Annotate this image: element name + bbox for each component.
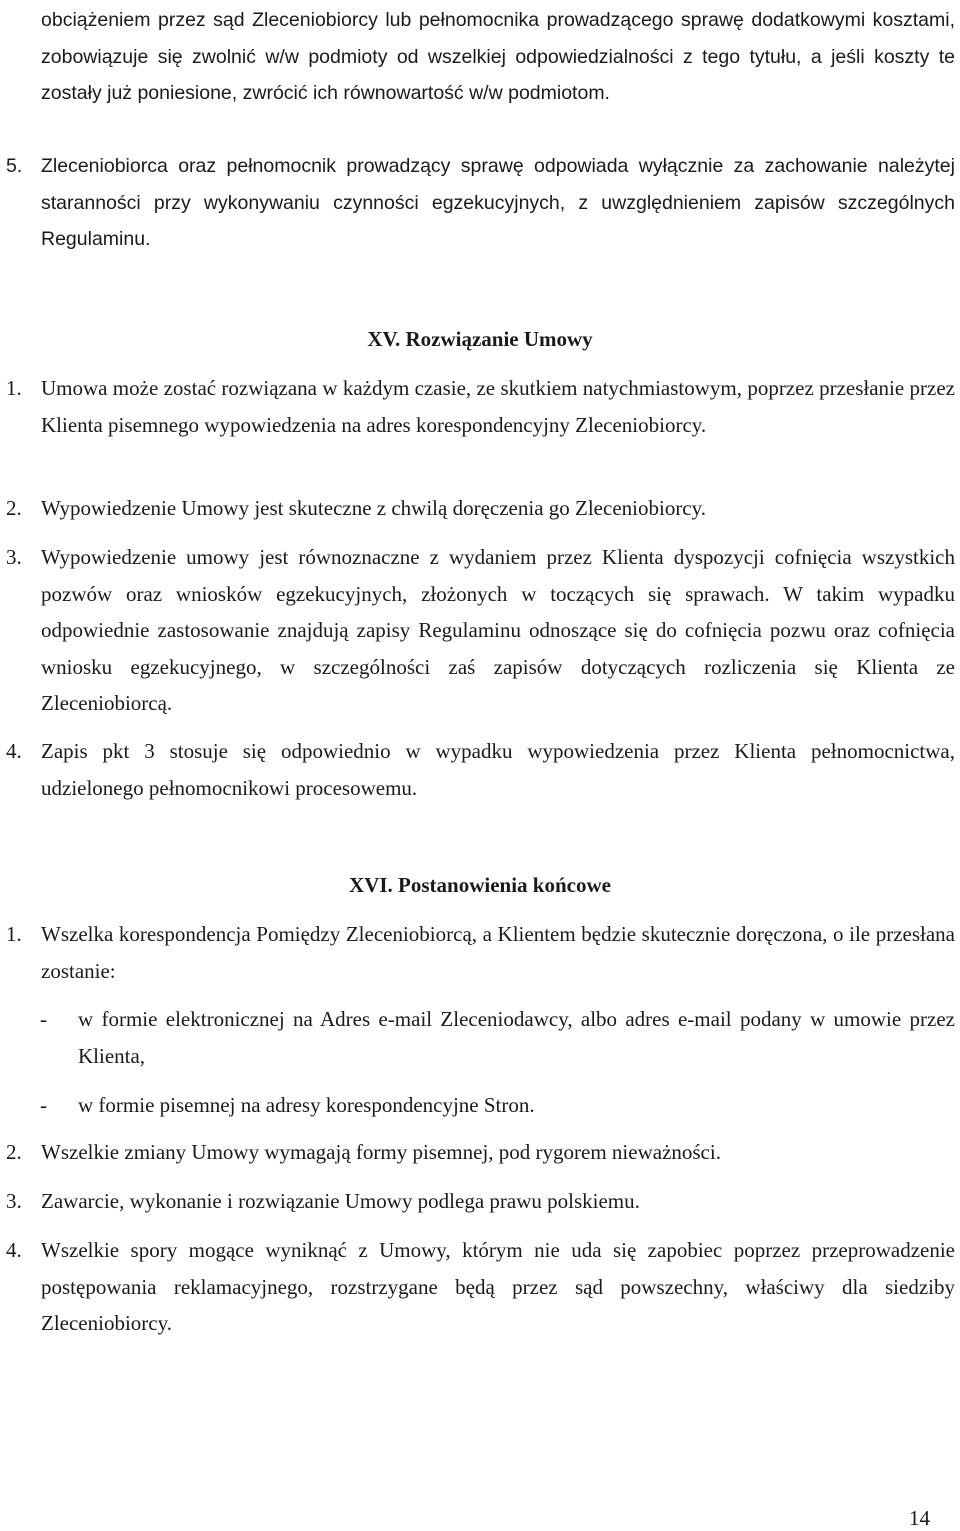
bullet-text: w formie pisemnej na adresy korespondencyjne Stron. [78,1093,535,1117]
page-number: 14 [909,1506,930,1530]
list-number: 1. [6,922,22,946]
xv-item-2 [6,490,955,527]
xv-item-3 [6,539,955,722]
list-number: 4. [6,1238,22,1262]
dash-marker: - [40,1093,47,1117]
list-item-text: Wypowiedzenie umowy jest równoznaczne z wydaniem przez Klienta dyspozycji cofnięcia wszystkich pozwów oraz wniosków egzekucyjnych, złożonych w toczących się sprawach. W takim wypadku odpowiednie zastosowanie znajdują zapisy Regulaminu odnoszące się do cofnięcia pozwu oraz cofnięcia wniosku egzekucyjnego, w szczególności zaś zapisów dotyczących rozliczenia się Klienta ze Zleceniobiorcą. [41,545,955,715]
list-item-text: Zleceniobiorca oraz pełnomocnik prowadzący sprawę odpowiada wyłącznie za zachowanie należytej staranności przy wykonywaniu czynności egzekucyjnych, z uwzględnieniem zapisów szczególnych Regulaminu. [41,155,955,250]
list-item-text: Zawarcie, wykonanie i rozwiązanie Umowy podlega prawu polskiemu. [41,1189,640,1213]
dash-marker: - [40,1007,47,1031]
list-item-text: Wszelka korespondencja Pomiędzy Zleceniobiorcą, a Klientem będzie skutecznie doręczona, o ile przesłana zostanie: [41,922,955,983]
intro-paragraph [41,2,955,112]
list-item-text: Zapis pkt 3 stosuje się odpowiednio w wypadku wypowiedzenia przez Klienta pełnomocnictwa, udzielonego pełnomocnikowi procesowemu. [41,739,955,800]
list-number: 3. [6,1189,22,1213]
list-number: 1. [6,376,22,400]
list-number: 4. [6,739,22,763]
list-number: 2. [6,1140,22,1164]
xvi-item-4 [6,1232,955,1342]
xvi-bullet-1 [40,1001,955,1074]
xv-item-1 [6,370,955,443]
section-heading-xvi: XVI. Postanowienia końcowe [349,873,611,897]
xvi-item-2 [6,1134,955,1171]
list-number: 5. [6,155,23,177]
list-item-text: Wszelkie spory mogące wyniknąć z Umowy, którym nie uda się zapobiec poprzez przeprowadzenie postępowania reklamacyjnego, rozstrzygane będą przez sąd powszechny, właściwy dla siedziby Zleceniobiorcy. [41,1238,955,1335]
xv-item-4 [6,733,955,806]
list-item-text: Wypowiedzenie Umowy jest skuteczne z chwilą doręczenia go Zleceniobiorcy. [41,496,707,520]
list-item-5 [6,148,955,258]
list-item-text: Wszelkie zmiany Umowy wymagają formy pisemnej, pod rygorem nieważności. [41,1140,721,1164]
xvi-item-3 [6,1183,955,1220]
list-number: 3. [6,545,22,569]
xvi-bullet-2 [40,1087,955,1124]
list-number: 2. [6,496,22,520]
xvi-item-1 [6,916,955,989]
list-item-text: Umowa może zostać rozwiązana w każdym czasie, ze skutkiem natychmiastowym, poprzez przesłanie przez Klienta pisemnego wypowiedzenia na adres korespondencyjny Zleceniobiorcy. [41,376,955,437]
bullet-text: w formie elektronicznej na Adres e-mail Zleceniodawcy, albo adres e-mail podany w umowie przez Klienta, [78,1007,955,1068]
section-heading-xv: XV. Rozwiązanie Umowy [367,327,593,351]
intro-text: obciążeniem przez sąd Zleceniobiorcy lub pełnomocnika prowadzącego sprawę dodatkowymi kosztami, zobowiązuje się zwolnić w/w podmioty od wszelkiej odpowiedzialności z tego tytułu, a jeśli koszty te zostały już poniesione, zwrócić ich równowartość w/w podmiotom. [41,9,955,104]
